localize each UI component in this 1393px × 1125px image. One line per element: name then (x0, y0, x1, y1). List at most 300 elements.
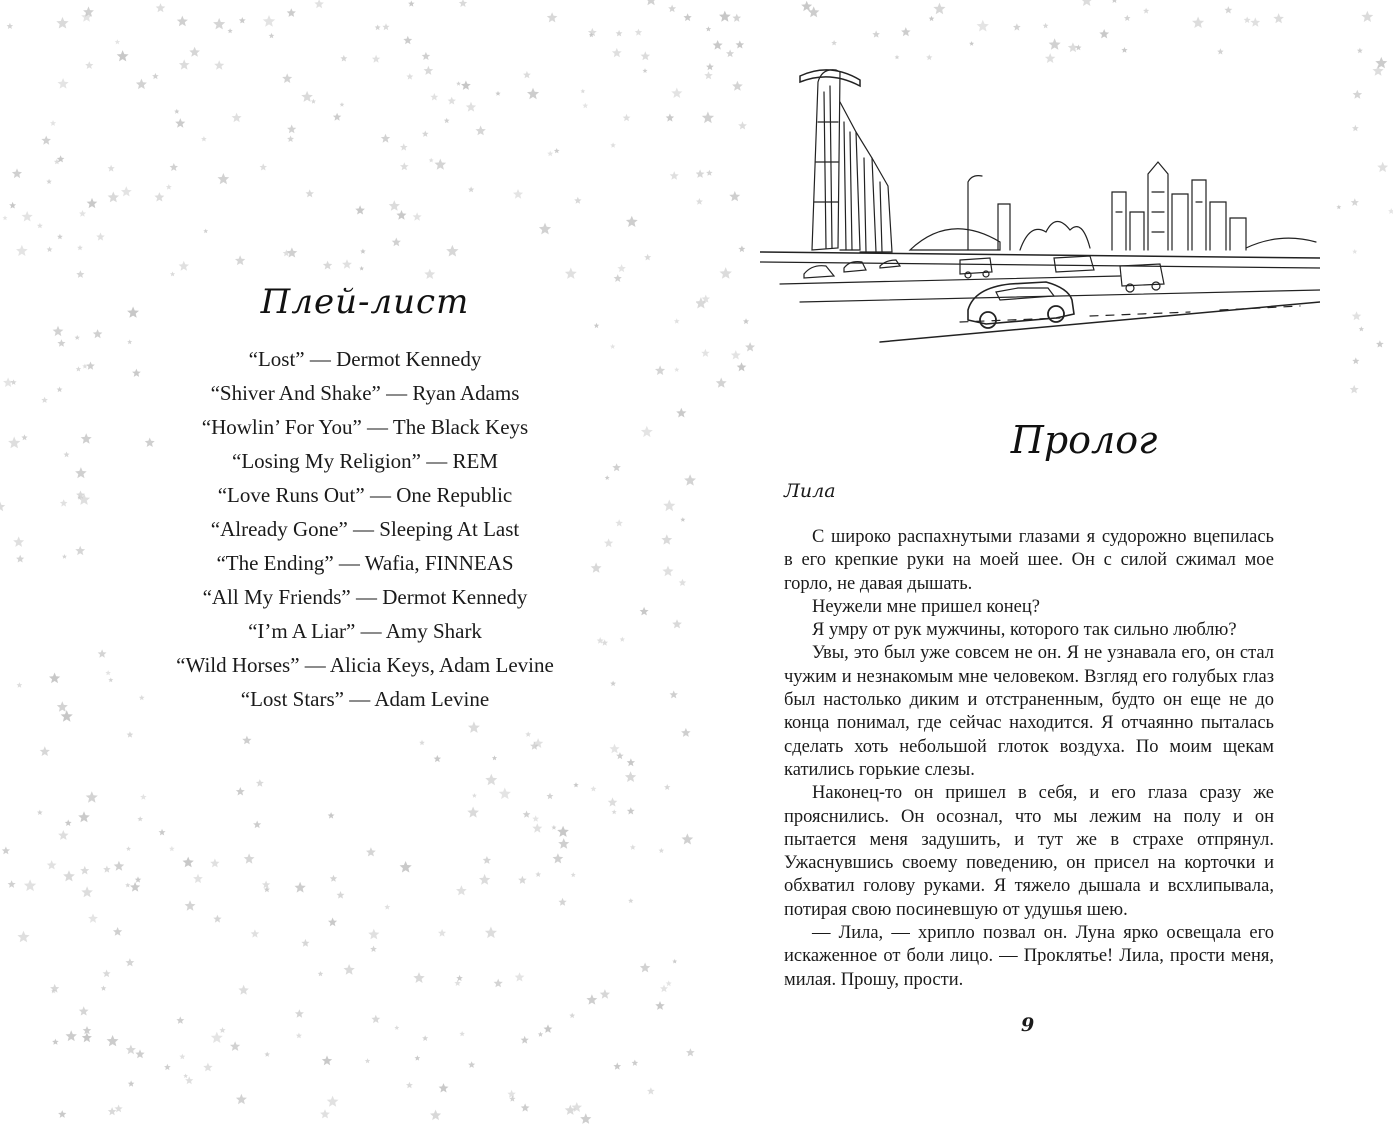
star-icon (1244, 17, 1251, 24)
star-icon (623, 114, 631, 122)
star-icon (554, 148, 560, 153)
star-icon (179, 1054, 185, 1060)
star-icon (400, 861, 412, 873)
star-icon (323, 261, 332, 270)
star-icon (702, 112, 714, 124)
playlist-item: “Losing My Religion” — REM (232, 449, 498, 473)
star-icon (166, 184, 172, 190)
star-icon (185, 900, 196, 910)
star-icon (156, 3, 166, 12)
star-icon (1121, 47, 1127, 53)
narrator-name: Лила (784, 480, 836, 502)
star-icon (333, 113, 341, 121)
star-icon (201, 136, 207, 141)
star-icon (472, 793, 477, 798)
star-icon (901, 27, 911, 36)
chapter-title: Пролог (1010, 418, 1158, 462)
star-icon (666, 114, 674, 122)
star-icon (46, 179, 52, 184)
star-icon (682, 833, 694, 844)
star-icon (76, 270, 84, 278)
star-icon (80, 866, 89, 875)
star-icon (696, 198, 703, 205)
star-icon (422, 1035, 428, 1041)
star-icon (78, 811, 90, 822)
star-icon (586, 994, 597, 1004)
paragraph: Наконец-то он пришел в себя, и его глаза сразу же прояснились. Он осознал, что мы лежим на полу и он пытается меня задушить, и тут же в страхе отпрянул. Ужаснувшись своему поведению, он присел на корточки и обхватил голову руками. Я тяжело дышала и всхлипывала, потирая свою посиневшую от удушья шею. (784, 783, 1274, 920)
star-icon (219, 1027, 225, 1033)
star-icon (831, 40, 837, 45)
star-icon (3, 215, 8, 220)
star-icon (396, 210, 406, 220)
star-icon (108, 192, 119, 203)
star-icon (929, 16, 935, 21)
star-icon (413, 212, 422, 221)
playlist-item: “Lost” — Dermot Kennedy (248, 347, 482, 371)
star-icon (1075, 45, 1081, 51)
star-icon (628, 898, 633, 903)
star-icon (320, 1109, 330, 1118)
star-icon (745, 342, 755, 351)
star-icon (643, 68, 648, 73)
star-icon (1013, 23, 1021, 30)
page-number: 9 (1021, 1014, 1035, 1036)
star-icon (1192, 17, 1204, 29)
star-icon (86, 791, 98, 803)
star-icon (337, 891, 345, 899)
star-icon (627, 758, 635, 766)
star-icon (213, 915, 221, 923)
star-icon (738, 246, 745, 253)
star-icon (301, 91, 313, 102)
star-icon (12, 168, 22, 178)
star-icon (87, 198, 98, 208)
star-icon (228, 28, 233, 33)
star-icon (264, 1052, 270, 1057)
star-icon (287, 125, 296, 134)
star-icon (1352, 357, 1359, 364)
star-icon (9, 202, 16, 209)
star-icon (394, 1025, 399, 1030)
star-icon (17, 931, 29, 943)
star-icon (85, 61, 93, 69)
star-icon (366, 847, 376, 856)
star-icon (344, 964, 355, 975)
star-icon (183, 1074, 188, 1079)
star-icon (485, 927, 497, 939)
playlist-item: “Lost Stars” — Adam Levine (240, 687, 490, 711)
star-icon (125, 883, 130, 888)
star-icon (176, 1016, 184, 1024)
star-icon (296, 1033, 302, 1039)
star-icon (175, 118, 185, 128)
star-icon (438, 929, 446, 937)
star-icon (400, 162, 409, 170)
star-icon (232, 113, 242, 123)
star-icon (612, 809, 617, 814)
star-icon (640, 963, 650, 973)
star-icon (617, 264, 625, 272)
star-icon (532, 823, 542, 833)
star-icon (459, 1031, 465, 1036)
star-icon (406, 73, 413, 80)
star-icon (1111, 0, 1117, 3)
star-icon (468, 721, 480, 733)
star-icon (135, 1049, 144, 1058)
star-icon (456, 975, 463, 981)
star-icon (306, 189, 315, 197)
star-icon (79, 210, 86, 217)
star-icon (37, 810, 43, 815)
star-icon (230, 1041, 240, 1051)
star-icon (408, 1, 415, 7)
star-icon (126, 958, 135, 966)
star-icon (287, 136, 294, 143)
paragraph: — Лила, — хрипло позвал он. Луна ярко освещала его искаженное от боли лицо. — Проклятье! Лила, прости меня, милая. Прошу, прости. (784, 923, 1274, 990)
star-icon (551, 825, 556, 830)
star-icon (737, 362, 747, 371)
star-icon (655, 1001, 664, 1010)
star-icon (58, 78, 69, 89)
city-skyline-sketch-icon (760, 62, 1320, 362)
paragraph: Увы, это был уже совсем не он. Я не узнавала его, он стал чужим и незнакомым мне человеком. Взгляд его голубых глаз был настолько диким и отстраненным, будто он еще не до конца понимал, где сейчас находится. Я отчаянно пыталась сделать хоть небольшой глоток воздуха. По моим щекам катились горькие слезы. (784, 643, 1274, 780)
star-icon (494, 979, 503, 988)
star-icon (544, 1024, 553, 1033)
star-icon (672, 959, 677, 964)
star-icon (375, 25, 381, 31)
star-icon (295, 882, 306, 893)
star-icon (565, 268, 577, 279)
star-icon (328, 918, 337, 927)
star-icon (189, 47, 200, 57)
star-icon (731, 350, 741, 359)
star-icon (681, 728, 691, 737)
star-icon (1351, 198, 1359, 206)
star-icon (616, 30, 623, 37)
star-icon (170, 272, 175, 277)
star-icon (1124, 15, 1131, 21)
star-icon (684, 13, 692, 21)
star-icon (314, 0, 324, 8)
star-icon (330, 875, 337, 882)
star-icon (256, 779, 264, 787)
star-icon (283, 250, 290, 257)
star-icon (459, 0, 467, 7)
star-icon (392, 238, 401, 247)
playlist-item: “All My Friends” — Dermot Kennedy (202, 585, 528, 609)
star-icon (527, 88, 539, 100)
star-icon (242, 736, 251, 745)
star-icon (179, 59, 190, 69)
star-icon (666, 980, 672, 986)
star-icon (253, 821, 261, 829)
star-icon (696, 169, 705, 178)
star-icon (547, 793, 554, 800)
star-icon (58, 1110, 66, 1118)
star-icon (251, 929, 260, 937)
star-icon (415, 1055, 421, 1060)
star-icon (518, 876, 527, 884)
star-icon (422, 52, 431, 60)
star-icon (169, 846, 175, 851)
chapter-text (784, 526, 1274, 992)
star-icon (170, 163, 178, 171)
star-icon (547, 12, 558, 22)
star-icon (468, 186, 474, 192)
star-icon (581, 89, 586, 94)
star-icon (616, 752, 624, 759)
star-icon (1376, 340, 1384, 347)
star-icon (244, 853, 255, 863)
star-icon (641, 51, 651, 60)
star-icon (96, 233, 104, 241)
star-icon (1357, 48, 1363, 54)
star-icon (1353, 90, 1363, 99)
star-icon (671, 88, 682, 99)
star-icon (612, 48, 622, 57)
star-icon (738, 121, 747, 129)
star-icon (66, 1030, 77, 1041)
star-icon (57, 234, 63, 240)
star-icon (368, 929, 379, 940)
star-icon (318, 971, 324, 976)
star-icon (467, 807, 479, 818)
star-icon (370, 946, 377, 952)
star-icon (260, 163, 268, 170)
star-icon (103, 970, 111, 978)
star-icon (342, 259, 352, 268)
star-icon (50, 120, 56, 126)
star-icon (434, 755, 442, 762)
star-icon (523, 71, 531, 78)
star-icon (360, 249, 366, 254)
star-icon (340, 55, 347, 62)
star-icon (670, 171, 679, 180)
star-icon (135, 876, 142, 882)
star-icon (75, 335, 80, 340)
playlist-item: “Shiver And Shake” — Ryan Adams (210, 381, 520, 405)
star-icon (610, 744, 620, 754)
star-icon (553, 853, 564, 863)
star-icon (282, 73, 292, 83)
star-icon (647, 1087, 655, 1094)
star-icon (210, 859, 219, 868)
star-icon (121, 186, 132, 196)
star-icon (164, 1064, 171, 1070)
star-icon (154, 192, 164, 201)
star-icon (287, 8, 296, 17)
star-icon (719, 11, 731, 22)
star-icon (403, 36, 412, 44)
star-icon (600, 989, 610, 999)
star-icon (704, 71, 713, 79)
star-icon (1143, 8, 1149, 14)
star-icon (454, 980, 460, 986)
star-icon (716, 378, 727, 388)
star-icon (93, 329, 103, 338)
star-icon (523, 811, 531, 818)
star-icon (801, 1, 812, 11)
star-icon (1361, 11, 1373, 22)
star-icon (515, 972, 525, 981)
star-icon (7, 23, 14, 29)
star-icon (65, 820, 72, 827)
star-icon (107, 1035, 119, 1046)
star-icon (79, 1006, 89, 1015)
playlist-title: Плей-лист (260, 282, 470, 322)
star-icon (177, 16, 188, 27)
star-icon (1350, 385, 1359, 394)
star-icon (499, 788, 511, 800)
star-icon (706, 63, 714, 70)
paragraph: С широко распахнутыми глазами я судорожно вцепилась в его крепкие руки на моей шее. Он с силой сжимал мое горло, не давая дышать. (784, 527, 1274, 594)
star-icon (37, 223, 43, 229)
paragraph: Неужели мне пришел конец? (812, 596, 1040, 617)
playlist (0, 342, 730, 716)
star-icon (359, 266, 364, 271)
left-page (0, 0, 696, 1125)
star-icon (419, 740, 425, 745)
star-icon (706, 170, 713, 176)
star-icon (218, 173, 230, 184)
star-icon (468, 1061, 475, 1068)
star-icon (381, 134, 390, 143)
star-icon (532, 815, 539, 822)
star-icon (732, 14, 741, 22)
star-icon (626, 216, 638, 227)
star-icon (701, 349, 710, 357)
playlist-item: “I’m A Liar” — Amy Shark (248, 619, 482, 643)
star-icon (435, 159, 447, 170)
star-icon (1359, 326, 1364, 331)
star-icon (430, 1110, 441, 1121)
star-icon (58, 830, 69, 840)
right-page (696, 0, 1393, 1125)
paragraph: Я умру от рук мужчины, которого так сильно люблю? (812, 620, 1237, 641)
star-icon (613, 1062, 621, 1069)
playlist-item: “Wild Horses” — Alicia Keys, Adam Levine (176, 653, 554, 677)
star-icon (926, 54, 932, 60)
star-icon (236, 787, 245, 796)
star-icon (340, 102, 345, 107)
star-icon (2, 847, 10, 855)
star-icon (977, 20, 989, 32)
star-icon (429, 158, 434, 163)
star-icon (1224, 6, 1232, 13)
star-icon (113, 927, 122, 936)
star-icon (355, 205, 365, 214)
star-icon (547, 151, 553, 157)
star-icon (365, 1058, 371, 1063)
star-icon (558, 898, 566, 906)
star-icon (406, 1082, 413, 1089)
star-icon (732, 81, 743, 91)
star-icon (439, 1083, 449, 1092)
playlist-item: “Love Runs Out” — One Republic (217, 483, 513, 507)
star-icon (174, 109, 179, 114)
star-icon (558, 838, 569, 849)
star-icon (1388, 208, 1393, 214)
star-icon (183, 857, 194, 868)
star-icon (476, 126, 486, 136)
star-icon (424, 269, 435, 279)
star-icon (726, 49, 734, 57)
star-icon (720, 267, 732, 279)
star-icon (126, 846, 131, 851)
star-icon (627, 807, 635, 814)
star-icon (301, 939, 309, 947)
star-icon (214, 60, 224, 70)
star-icon (238, 985, 248, 995)
star-icon (736, 40, 745, 48)
star-icon (77, 245, 83, 250)
star-icon (1043, 23, 1049, 29)
star-icon (507, 1090, 515, 1098)
star-icon (47, 860, 57, 869)
star-icon (40, 746, 50, 756)
star-icon (461, 81, 471, 90)
star-icon (126, 1045, 136, 1055)
star-icon (372, 55, 380, 63)
star-icon (81, 886, 93, 897)
star-icon (41, 136, 51, 145)
star-icon (152, 73, 159, 79)
star-icon (295, 1009, 304, 1018)
star-icon (1352, 249, 1357, 254)
star-icon (203, 1063, 212, 1072)
star-icon (239, 17, 246, 23)
star-icon (203, 229, 208, 234)
star-icon (82, 1033, 92, 1043)
star-icon (213, 18, 225, 30)
star-icon (582, 103, 588, 109)
star-icon (235, 255, 245, 265)
star-icon (969, 41, 974, 46)
star-icon (263, 15, 275, 27)
star-icon (137, 816, 143, 821)
star-icon (610, 142, 616, 147)
star-icon (895, 55, 900, 60)
star-icon (479, 874, 490, 885)
star-icon (389, 200, 400, 211)
star-icon (594, 323, 600, 328)
star-icon (1081, 0, 1093, 6)
star-icon (495, 91, 500, 96)
star-icon (483, 856, 491, 864)
star-icon (513, 189, 523, 199)
star-icon (466, 102, 476, 112)
star-icon (872, 30, 880, 37)
star-icon (311, 99, 316, 104)
star-icon (444, 118, 450, 123)
star-icon (382, 23, 389, 30)
star-icon (808, 6, 819, 17)
star-icon (8, 880, 16, 888)
playlist-item: “Howlin’ For You” — The Black Keys (201, 415, 529, 439)
playlist-item: “The Ending” — Wafia, FINNEAS (216, 551, 514, 575)
star-icon (1099, 29, 1109, 38)
star-icon (591, 786, 597, 792)
star-icon (644, 254, 651, 261)
star-icon (140, 794, 146, 800)
star-icon (659, 848, 665, 853)
star-icon (446, 245, 458, 257)
star-icon (327, 1096, 339, 1107)
star-icon (1352, 125, 1359, 132)
star-icon (159, 829, 166, 836)
star-icon (384, 904, 390, 910)
star-icon (492, 755, 497, 760)
